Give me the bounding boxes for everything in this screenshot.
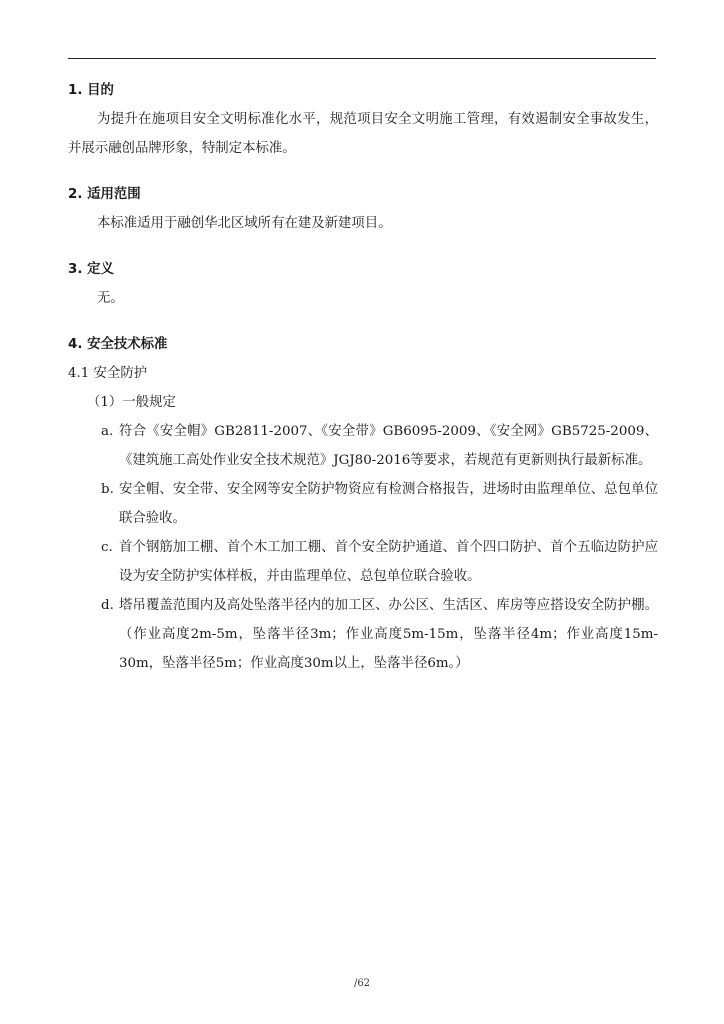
list-item [68, 475, 658, 533]
list-marker: c. [101, 540, 113, 555]
list-item-text: 安全帽、安全带、安全网等安全防护物资应有检测合格报告，进场时由监理单位、总包单位联合验收。 [119, 482, 658, 526]
list-marker: b. [101, 482, 114, 497]
header-rule [68, 58, 656, 59]
list-marker: a. [101, 424, 114, 439]
list-item-text: 符合《安全帽》GB2811-2007、《安全带》GB6095-2009、《安全网》GB5725-2009、《建筑施工高处作业安全技术规范》JGJ80-2016等要求，若规范有更新则执行最新标准。 [119, 424, 658, 468]
section-heading-safety-standards: 4. 安全技术标准 [68, 337, 168, 352]
subsection-heading-general-rules: （1）一般规定 [87, 395, 176, 410]
spacer [68, 238, 658, 255]
document-body [68, 76, 658, 678]
list-item-text: 首个钢筋加工棚、首个木工加工棚、首个安全防护通道、首个四口防护、首个五临边防护应设为安全防护实体样板，并由监理单位、总包单位联合验收。 [119, 540, 658, 584]
section-body-definition: 无。 [97, 291, 124, 306]
list-item [68, 417, 658, 475]
spacer [68, 163, 658, 180]
section-body-scope: 本标准适用于融创华北区域所有在建及新建项目。 [97, 216, 392, 231]
section-body-purpose: 为提升在施项目安全文明标准化水平，规范项目安全文明施工管理，有效遏制安全事故发生，并展示融创品牌形象，特制定本标准。 [68, 112, 658, 156]
section-heading-scope: 2. 适用范围 [68, 187, 141, 202]
list-marker: d. [101, 598, 114, 613]
subsection-heading-safety-protection: 4.1 安全防护 [68, 366, 148, 381]
section-heading-purpose: 1. 目的 [68, 83, 114, 98]
section-heading-definition: 3. 定义 [68, 262, 114, 277]
page-number: /62 [353, 978, 371, 989]
list-item [68, 591, 658, 678]
list-item-text: 塔吊覆盖范围内及高处坠落半径内的加工区、办公区、生活区、库房等应搭设安全防护棚。（作业高度2m-5m，坠落半径3m；作业高度5m-15m，坠落半径4m；作业高度15m-30m，坠落半径5m；作业高度30m以上，坠落半径6m。） [119, 598, 658, 671]
spacer [68, 313, 658, 330]
list-item [68, 533, 658, 591]
